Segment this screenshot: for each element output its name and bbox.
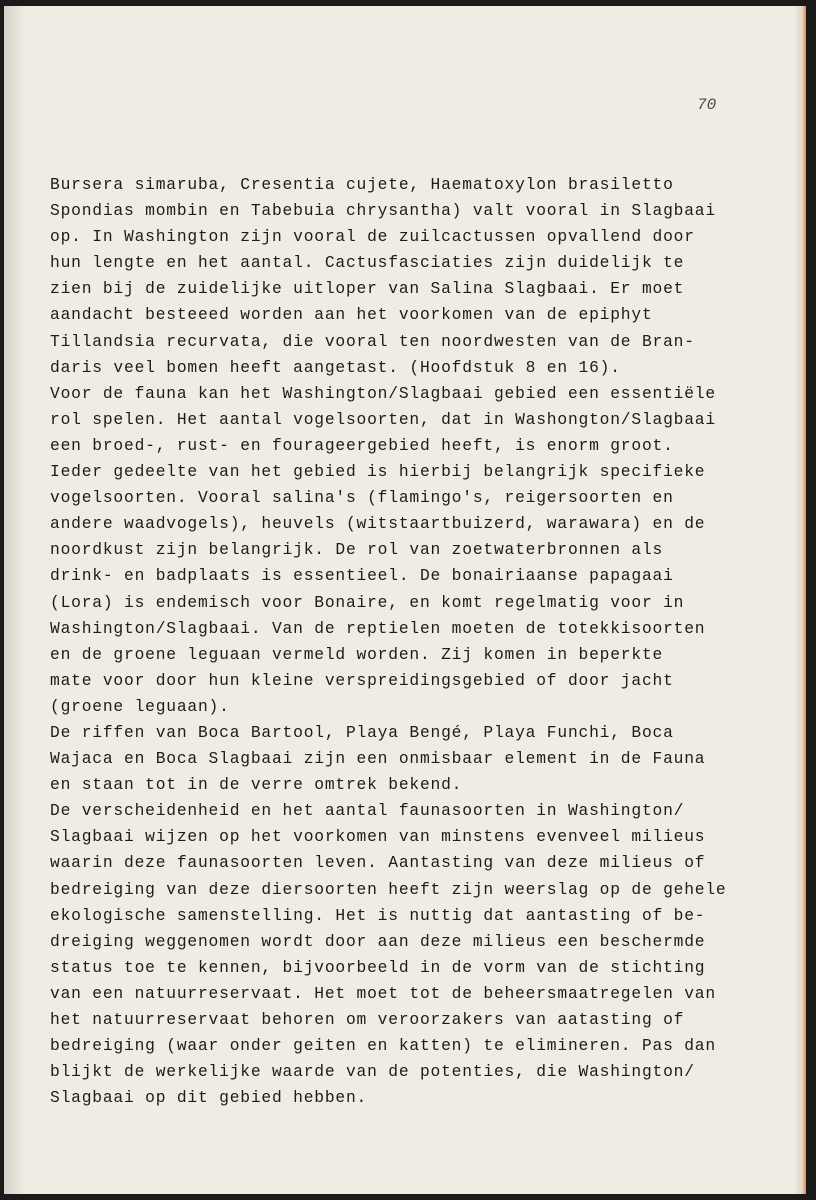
text-line: bedreiging van deze diersoorten heeft zijn weerslag op de gehele	[50, 879, 727, 899]
body-text	[50, 172, 750, 1111]
text-line: blijkt de werkelijke waarde van de potenties, die Washington/	[50, 1062, 695, 1082]
text-line: Wajaca en Boca Slagbaai zijn een onmisbaar element in de Fauna	[50, 749, 706, 769]
text-line: ekologische samenstelling. Het is nuttig dat aantasting of be-	[50, 905, 706, 925]
text-line: bedreiging (waar onder geiten en katten) te elimineren. Pas dan	[50, 1036, 716, 1056]
text-line: en staan tot in de verre omtrek bekend.	[50, 775, 463, 795]
page-number: 70	[697, 96, 717, 114]
text-line: een broed-, rust- en fourageergebied heeft, is enorm groot.	[50, 435, 674, 455]
text-line: De riffen van Boca Bartool, Playa Bengé, Playa Funchi, Boca	[50, 722, 674, 742]
text-line: De verscheidenheid en het aantal faunasoorten in Washington/	[50, 801, 685, 821]
text-line: noordkust zijn belangrijk. De rol van zoetwaterbronnen als	[50, 540, 664, 560]
text-line: Tillandsia recurvata, die vooral ten noordwesten van de Bran-	[50, 331, 695, 351]
text-line: op. In Washington zijn vooral de zuilcactussen opvallend door	[50, 227, 695, 247]
text-line: zien bij de zuidelijke uitloper van Salina Slagbaai. Er moet	[50, 279, 685, 299]
text-line: drink- en badplaats is essentieel. De bonairiaanse papagaai	[50, 566, 674, 586]
text-line: Slagbaai wijzen op het voorkomen van minstens evenveel milieus	[50, 827, 706, 847]
text-line: Spondias mombin en Tabebuia chrysantha) valt vooral in Slagbaai	[50, 201, 716, 221]
text-line: Slagbaai op dit gebied hebben.	[50, 1088, 368, 1108]
text-line: rol spelen. Het aantal vogelsoorten, dat in Washongton/Slagbaai	[50, 409, 716, 429]
text-line: hun lengte en het aantal. Cactusfasciaties zijn duidelijk te	[50, 253, 685, 273]
text-line: Ieder gedeelte van het gebied is hierbij belangrijk specifieke	[50, 462, 706, 482]
text-line: dreiging weggenomen wordt door aan deze milieus een beschermde	[50, 931, 706, 951]
text-line: Washington/Slagbaai. Van de reptielen moeten de totekkisoorten	[50, 618, 706, 638]
text-line: vogelsoorten. Vooral salina's (flamingo's, reigersoorten en	[50, 488, 674, 508]
text-line: het natuurreservaat behoren om veroorzakers van aatasting of	[50, 1010, 685, 1029]
text-line: en de groene leguaan vermeld worden. Zij komen in beperkte	[50, 644, 664, 664]
text-line: (groene leguaan).	[50, 696, 230, 716]
text-line: aandacht besteeed worden aan het voorkomen van de epiphyt	[50, 305, 653, 325]
text-line: van een natuurreservaat. Het moet tot de beheersmaatregelen van	[50, 983, 716, 1003]
text-line: Voor de fauna kan het Washington/Slagbaai gebied een essentiële	[50, 383, 716, 403]
text-line: waarin deze faunasoorten leven. Aantasting van deze milieus of	[50, 853, 706, 873]
text-line: status toe te kennen, bijvoorbeeld in de vorm van de stichting	[50, 957, 706, 977]
text-line: andere waadvogels), heuvels (witstaartbuizerd, warawara) en de	[50, 514, 706, 534]
text-line: Bursera simaruba, Cresentia cujete, Haematoxylon brasiletto	[50, 175, 674, 194]
text-line: daris veel bomen heeft aangetast. (Hoofdstuk 8 en 16).	[50, 357, 621, 377]
text-line: mate voor door hun kleine verspreidingsgebied of door jacht	[50, 670, 674, 690]
page-gutter	[4, 6, 26, 1194]
text-line: (Lora) is endemisch voor Bonaire, en komt regelmatig voor in	[50, 592, 685, 612]
page-edge	[796, 6, 806, 1194]
